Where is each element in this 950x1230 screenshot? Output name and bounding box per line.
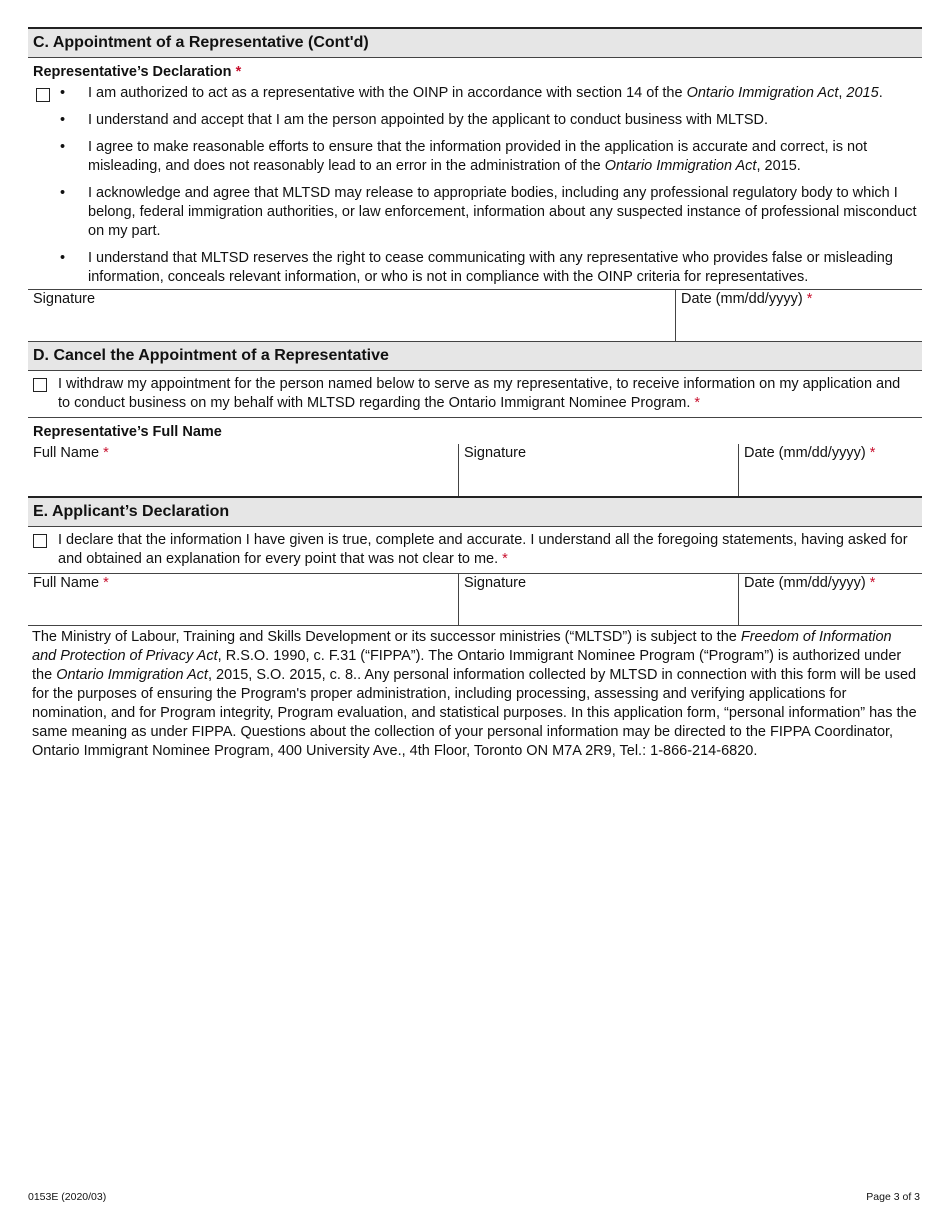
list-item: • I understand that MLTSD reserves the right to cease communicating with any representative who provides false or misleading information, conceals relevant information, or who is not in compliance with the OINP criteria for representatives. <box>60 250 893 285</box>
bullet-icon: • <box>60 139 66 155</box>
section-d-header <box>28 341 922 371</box>
withdraw-appointment-item: I withdraw my appointment for the person named below to serve as my representative, to receive information on my application and to conduct business on my behalf with MLTSD regarding the Ontario Immigrant Nominee Program. * <box>28 371 922 417</box>
representative-declaration-checkbox[interactable] <box>36 88 50 102</box>
applicant-date-field[interactable]: Date (mm/dd/yyyy) * <box>738 574 922 625</box>
privacy-notice: The Ministry of Labour, Training and Skills Development or its successor ministries (“MLTSD”) is subject to the Freedom of Information and Protection of Privacy Act, R.S.O. 1990, c. F.31 (“FIPPA”). The Ontario Immigrant Nominee Program (“Program”) is authorized under the Ontario Immigration Act, 2015, S.O. 2015, c. 8.. Any personal information collected by MLTSD in connection with this form will be used for the purposes of ensuring the Program's proper administration, including processing, assessing and verifying applications for nomination, and for Program integrity, Program evaluation, and statistical purposes. In this application form, “personal information” has the same meaning as under FIPPA. Questions about the collection of your personal information may be directed to the FIPPA Coordinator, Ontario Immigrant Nominee Program, 400 University Ave., 4th Floor, Toronto ON M7A 2R9, Tel.: 1-866-214-6820. <box>32 629 917 759</box>
applicant-declaration-checkbox[interactable] <box>33 534 47 548</box>
applicant-signature-row <box>28 573 922 626</box>
applicant-declaration-item: I declare that the information I have given is true, complete and accurate. I understand all the foregoing statements, having asked for and obtained an explanation for every point that was not clear to me. * <box>28 527 922 573</box>
list-item: • I am authorized to act as a representative with the OINP in accordance with section 14 of the Ontario Immigration Act, 2015. <box>28 84 922 103</box>
bullet-icon: • <box>60 250 66 266</box>
page-number: Page 3 of 3 <box>866 1191 920 1203</box>
applicant-full-name-field[interactable]: Full Name * <box>33 575 109 591</box>
form-code: 0153E (2020/03) <box>28 1191 107 1203</box>
representative-full-name-heading: Representative’s Full Name <box>28 417 922 444</box>
section-e-header <box>28 496 922 527</box>
cancel-date-field[interactable]: Date (mm/dd/yyyy) * <box>738 444 922 496</box>
representative-signature-row <box>28 289 922 341</box>
representative-declaration-heading: Representative’s Declaration * <box>33 64 242 80</box>
withdraw-appointment-checkbox[interactable] <box>33 378 47 392</box>
representative-full-name-field[interactable]: Full Name * <box>33 445 109 461</box>
list-item: • I acknowledge and agree that MLTSD may release to appropriate bodies, including any professional regulatory body to which I belong, federal immigration authorities, or law enforcement, information about any suspected instance of professional misconduct on my part. <box>60 185 917 239</box>
declaration-list <box>28 84 922 287</box>
section-c-title: C. Appointment of a Representative (Cont'd) <box>33 34 369 51</box>
list-item: • I understand and accept that I am the person appointed by the applicant to conduct business with MLTSD. <box>60 112 769 128</box>
section-c-header <box>28 27 922 58</box>
section-e-title: E. Applicant’s Declaration <box>33 503 230 520</box>
bullet-icon: • <box>60 112 66 128</box>
representative-signature-field[interactable]: Signature <box>33 291 96 307</box>
applicant-signature-field[interactable]: Signature <box>458 574 738 625</box>
representative-date-field[interactable]: Date (mm/dd/yyyy) * <box>675 290 922 341</box>
form-page <box>28 27 922 763</box>
required-mark: * <box>235 64 242 80</box>
cancel-signature-field[interactable]: Signature <box>458 444 738 496</box>
section-d-title: D. Cancel the Appointment of a Representative <box>33 347 389 364</box>
list-item: • I agree to make reasonable efforts to ensure that the information provided in the application is accurate and correct, is not misleading, and does not reasonably lead to an error in the administration of the Ontario Immigration Act, 2015. <box>60 139 868 174</box>
cancel-signature-row <box>28 444 922 496</box>
bullet-icon: • <box>60 85 66 101</box>
bullet-icon: • <box>60 185 66 201</box>
